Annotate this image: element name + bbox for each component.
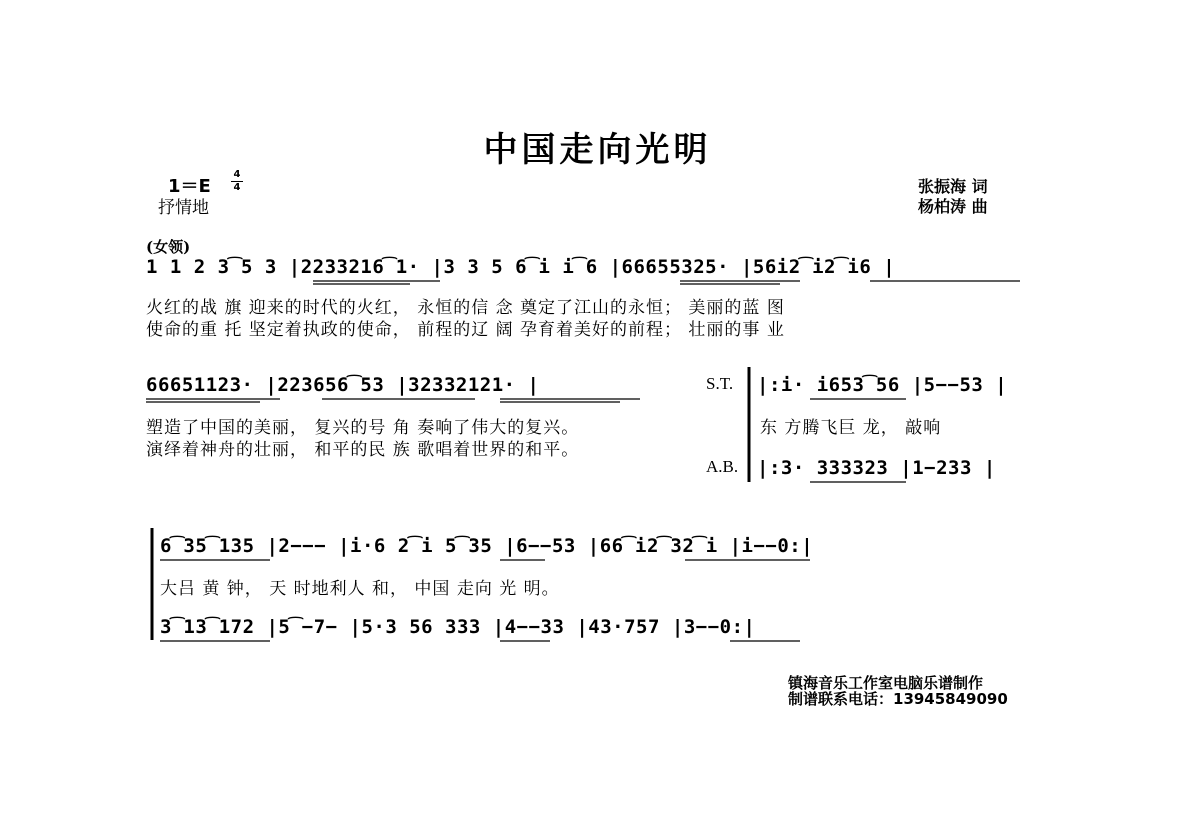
footer-contact: 制谱联系电话：13945849090 — [788, 690, 1008, 708]
system1-lyrics-verse2: 使命的重 托 坚定着执政的使命， 前程的辽 阔 孕育着美好的前程； 壮丽的事 业 — [146, 320, 785, 340]
system2-soprano-notes: |:i· i653͡56 |5−−53 | — [757, 374, 1008, 396]
system2-lyrics-verse1: 塑造了中国的美丽， 复兴的号 角 奏响了伟大的复兴。 — [146, 418, 580, 438]
composer-credit: 杨柏涛 曲 — [918, 197, 988, 216]
soprano-tenor-label: S.T. — [706, 374, 734, 393]
vocal-part-label: (女领) — [146, 238, 191, 256]
system3-lyrics: 大吕 黄 钟， 天 时地利人 和， 中国 走向 光 明。 — [160, 579, 560, 599]
system2-notes: 66651123· |223656͡53 |32332121· | — [146, 374, 540, 396]
footer-credit: 镇海音乐工作室电脑乐谱制作 — [788, 674, 984, 692]
system3-soprano-notes: 6͡35͡135 |2−−− |i·6 2͡i 5͡35 |6−−53 |66͡i2͡32͡i |i−−0:| — [160, 535, 814, 557]
alto-bass-label: A.B. — [706, 457, 739, 476]
system3-alto-notes: 3͡13͡172 |5͡−7− |5·3 56 333 |4−−33 |43·757 |3−−0:| — [160, 616, 756, 638]
system2-lyrics-verse2: 演绎着神舟的壮丽， 和平的民 族 歌唱着世界的和平。 — [146, 440, 580, 460]
page-title: 中国走向光明 — [483, 130, 712, 170]
system1-notes: 1 1 2 3͡5 3 |2233216͡1· |3 3 5 6͡i i͡6 |66655325· |56i2͡i2͡i6 | — [146, 256, 896, 278]
key-signature: 1＝E — [168, 176, 211, 197]
time-signature-top: 4 — [233, 169, 241, 180]
system2-soprano-lyrics: 东 方腾飞巨 龙， 敲响 — [760, 418, 942, 438]
time-signature-bottom: 4 — [233, 182, 241, 193]
system2-alto-notes: |:3· 333323 |1−233 | — [757, 457, 996, 479]
lyricist-credit: 张振海 词 — [918, 177, 988, 196]
system1-lyrics-verse1: 火红的战 旗 迎来的时代的火红， 永恒的信 念 奠定了江山的永恒； 美丽的蓝 图 — [146, 298, 785, 318]
tempo-marking: 抒情地 — [158, 198, 209, 218]
